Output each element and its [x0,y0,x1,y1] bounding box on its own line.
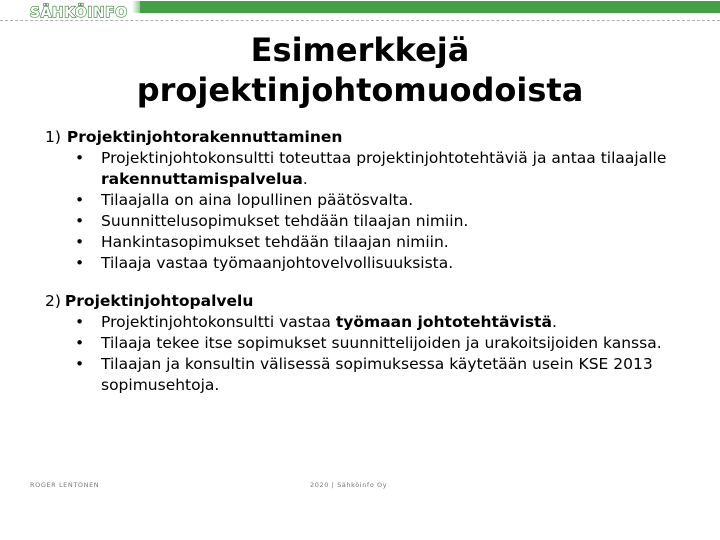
bullet: • [75,149,85,167]
section-2-number: 2) [45,292,61,310]
slide-title [0,30,720,110]
footer-author: ROGER LENTONEN [30,481,100,489]
header-divider [0,20,720,21]
spacer [45,274,695,291]
section-2-list [45,312,695,396]
list-item [75,354,695,396]
list-item [75,253,695,274]
section-2-title: Projektinjohtopalvelu [64,292,254,310]
item-bold-text: työmaan johtotehtävistä [335,313,552,331]
section-1-title: Projektinjohtorakennuttaminen [66,128,343,146]
section-2-heading [45,291,695,312]
list-item [75,190,695,211]
list-item [75,211,695,232]
section-2 [45,291,695,396]
bullet: • [75,355,85,373]
bullet: • [75,191,85,209]
logo-text: SÄHKÖINFO [30,5,128,21]
section-1-list [45,148,695,274]
list-item [75,232,695,253]
slide-body [45,127,695,396]
item-text: Tilaajan ja konsultin välisessä sopimuksessa käytetään usein KSE 2013 sopimusehtoja. [101,355,653,394]
item-text: Tilaaja tekee itse sopimukset suunnittelijoiden ja urakoitsijoiden kanssa. [101,334,662,352]
bullet: • [75,313,85,331]
bullet: • [75,212,85,230]
footer-copyright: 2020 | Sähköinfo Oy [310,481,388,489]
header-bar [140,1,720,13]
bullet: • [75,233,85,251]
bullet: • [75,334,85,352]
section-1 [45,127,695,274]
title-line-2: projektinjohtomuodoista [136,71,584,109]
title-line-1: Esimerkkejä [250,31,470,69]
list-item [75,312,695,333]
section-1-heading [45,127,695,148]
list-item [75,333,695,354]
item-text: Suunnittelusopimukset tehdään tilaajan nimiin. [101,212,469,230]
item-text-end: . [302,170,308,188]
item-text: Tilaaja vastaa työmaanjohtovelvollisuuksista. [101,254,454,272]
item-text: Tilaajalla on aina lopullinen päätösvalta. [101,191,414,209]
list-item [75,148,695,190]
item-bold-text: rakennuttamispalvelua [101,170,303,188]
bullet: • [75,254,85,272]
section-1-number: 1) [45,128,61,146]
item-text-end: . [551,313,557,331]
item-text: Projektinjohtokonsultti vastaa [101,313,336,331]
item-text: Hankintasopimukset tehdään tilaajan nimiin. [101,233,449,251]
item-text: Projektinjohtokonsultti toteuttaa projektinjohtotehtäviä ja antaa tilaajalle [101,149,667,167]
